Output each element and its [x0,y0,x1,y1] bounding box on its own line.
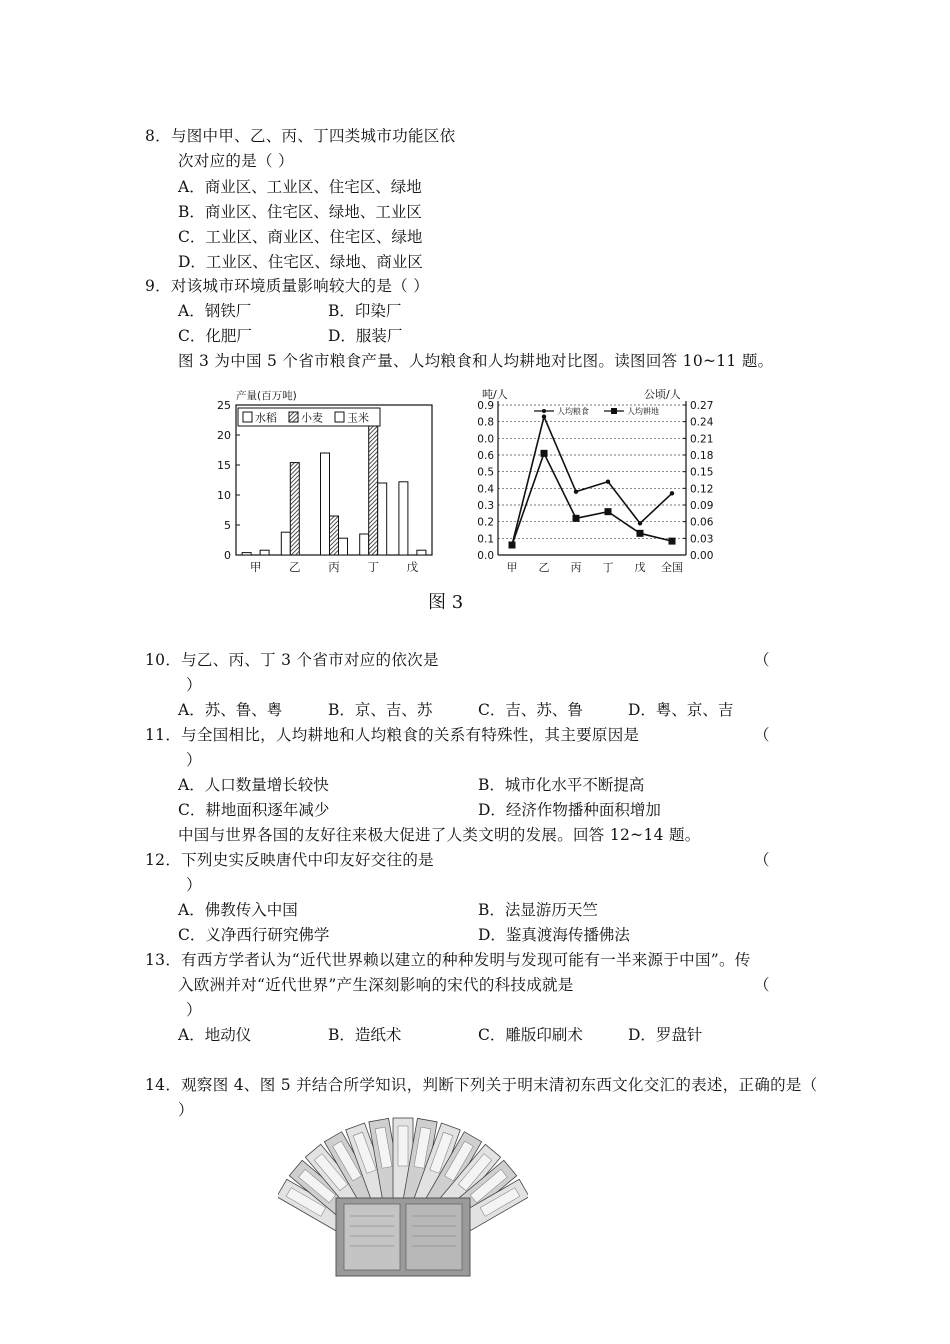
q12-paren-open: （ [754,851,770,869]
bar-chart-ylabel: 产量(百万吨) [236,390,297,402]
line-y-tick-left: 0.2 [477,516,494,529]
q13-option-a: A．地动仪 [178,1026,252,1044]
q9-option-c: C．化肥厂 [178,327,252,345]
bar-x-tick-label: 丙 [328,560,340,574]
line-point-人均粮食 [574,489,578,493]
line-y-tick-right: 0.15 [690,466,714,479]
bar-小麦 [369,421,378,555]
line-x-tick-label: 丙 [570,561,582,574]
line-point-人均粮食 [670,491,674,495]
bar-x-tick-label: 乙 [289,560,301,574]
fig3-intro: 图 3 为中国 5 个省市粮食产量、人均粮食和人均耕地对比图。读图回答 10~11 题。 [178,352,774,370]
line-series-人均耕地 [512,453,672,545]
bar-水稻 [360,534,369,555]
q8-option-a: A．商业区、工业区、住宅区、绿地 [178,178,422,196]
fig4-books-photo [278,1098,528,1288]
bar-玉米 [378,483,387,555]
line-point-人均耕地 [669,538,676,545]
bar-y-tick-label: 20 [217,429,231,442]
line-y-tick-left: 0.3 [477,500,494,512]
line-point-人均耕地 [605,508,612,515]
bar-x-tick-label: 甲 [249,560,262,574]
q12-option-a: A．佛教传入中国 [178,901,298,919]
q10-option-b: B．京、吉、苏 [328,701,433,719]
line-x-tick-label: 乙 [538,561,550,574]
q9-stem: 9．对该城市环境质量影响较大的是（ ） [145,277,429,295]
line-point-人均耕地 [509,542,516,549]
line-y-tick-right: 0.21 [690,433,714,446]
q12-paren-close: ） [186,876,202,894]
line-y-tick-left: 0.4 [477,483,494,496]
q10-paren-open: （ [754,651,770,669]
q8-option-c: C．工业区、商业区、住宅区、绿地 [178,228,423,246]
q11-stem: 11．与全国相比，人均耕地和人均粮食的关系有特殊性，其主要原因是 [145,726,640,744]
q9-option-b: B．印染厂 [328,302,402,320]
line-point-人均粮食 [638,521,642,525]
line-legend-marker [611,408,617,414]
line-y-tick-left: 0.8 [477,416,494,429]
q10-option-d: D．粤、京、吉 [628,701,734,719]
bar-legend-swatch [289,412,298,422]
q14-paren-close: ） [178,1101,194,1119]
book-label [398,1126,408,1166]
bar-legend-swatch [243,412,252,422]
q13-stem-line1: 13．有西方学者认为“近代世界赖以建立的种种发明与发现可能有一半来源于中国”。传 [145,951,751,969]
line-legend-label: 人均耕地 [627,407,659,416]
q10-stem: 10．与乙、丙、丁 3 个省市对应的依次是 [145,651,439,669]
bar-y-tick-label: 10 [217,489,231,502]
q13-option-d: D．罗盘针 [628,1026,703,1044]
q11-option-c: C．耕地面积逐年减少 [178,801,330,819]
bar-水稻 [281,532,290,555]
q11-paren-open: （ [754,726,770,744]
line-y-tick-right: 0.00 [690,550,714,562]
line-y-tick-left: 0.0 [477,550,494,562]
line-y-tick-left: 0.1 [477,533,494,546]
bar-y-tick-label: 5 [224,519,231,532]
q10-paren-close: ） [186,676,202,694]
line-chart-legend [534,406,659,416]
q11-option-b: B．城市化水平不断提高 [478,776,645,794]
q8-option-b: B．商业区、住宅区、绿地、工业区 [178,203,422,221]
q12-14-intro: 中国与世界各国的友好往来极大促进了人类文明的发展。回答 12~14 题。 [178,826,701,844]
bar-y-tick-label: 25 [217,399,231,412]
bar-水稻 [399,482,408,555]
q13-paren-close: ） [186,1001,202,1019]
line-x-tick-label: 甲 [506,561,518,574]
q10-option-c: C．吉、苏、鲁 [478,701,583,719]
line-point-人均耕地 [637,530,644,537]
line-y-tick-right: 0.27 [690,400,714,412]
bar-legend-label: 水稻 [255,411,277,425]
line-series-人均粮食 [512,417,672,545]
bar-水稻 [321,453,330,555]
bar-小麦 [330,516,339,555]
line-y-tick-right: 0.18 [690,450,714,462]
bar-玉米 [260,550,269,555]
bar-legend-label: 玉米 [347,411,369,425]
q9-option-d: D．服装厂 [328,327,403,345]
line-point-人均粮食 [542,414,546,418]
q12-option-b: B．法显游历天竺 [478,901,598,919]
line-y-tick-right: 0.03 [690,533,714,546]
q8-stem-line1: 8．与图中甲、乙、丙、丁四类城市功能区依 [145,127,456,145]
per-capita-line-chart [464,383,728,583]
q11-option-a: A．人口数量增长较快 [178,776,329,794]
q11-option-d: D．经济作物播种面积增加 [478,801,661,819]
q13-option-b: B．造纸术 [328,1026,402,1044]
line-x-tick-label: 丁 [602,561,614,574]
line-y-tick-left: 0.9 [477,400,494,412]
bar-legend-swatch [335,412,344,422]
bar-chart-legend [238,408,380,426]
line-x-tick-label: 戊 [634,561,646,574]
bar-x-tick-label: 戊 [406,560,419,574]
line-y-tick-right: 0.09 [690,500,714,512]
q13-stem-line2: 入欧洲并对“近代世界”产生深刻影响的宋代的科技成就是 [178,976,574,994]
line-y-tick-left: 0.6 [477,450,494,462]
line-y-tick-right: 0.06 [690,516,714,529]
bar-y-tick-label: 0 [224,549,231,562]
q8-option-d: D．工业区、住宅区、绿地、商业区 [178,253,423,271]
line-y-tick-left: 0.5 [477,466,494,479]
bar-玉米 [417,550,426,555]
line-legend-marker [542,409,546,413]
bar-小麦 [290,463,299,555]
q10-option-a: A．苏、鲁、粤 [178,701,283,719]
q13-paren-open: （ [754,976,770,994]
line-point-人均粮食 [606,479,610,483]
line-y-tick-left: 0.0 [477,433,494,446]
grain-production-bar-chart [208,383,440,583]
fig3-caption: 图 3 [428,592,464,613]
line-y-tick-right: 0.24 [690,416,714,429]
q12-option-d: D．鉴真渡海传播佛法 [478,926,630,944]
bar-legend-label: 小麦 [301,411,323,425]
line-chart-ylabel-right: 公顷/人 [644,388,681,401]
bar-水稻 [242,553,251,555]
q14-stem: 14．观察图 4、图 5 并结合所学知识，判断下列关于明末清初东西文化交汇的表述，正确的是（ [145,1076,818,1094]
q12-option-c: C．义净西行研究佛学 [178,926,330,944]
q12-stem: 12．下列史实反映唐代中印友好交往的是 [145,851,434,869]
q9-option-a: A．钢铁厂 [178,302,252,320]
bar-y-tick-label: 15 [217,459,231,472]
line-legend-label: 人均粮食 [557,407,589,416]
line-x-tick-label: 全国 [661,561,683,574]
q8-stem-line2: 次对应的是（ ） [178,152,294,170]
line-y-tick-right: 0.12 [690,483,714,496]
bar-x-tick-label: 丁 [367,560,379,574]
line-point-人均耕地 [573,515,580,522]
q11-paren-close: ） [186,751,202,769]
line-chart-ylabel-left: 吨/人 [482,388,508,401]
line-point-人均耕地 [541,450,548,457]
q13-option-c: C．雕版印刷术 [478,1026,583,1044]
bar-玉米 [339,538,348,555]
